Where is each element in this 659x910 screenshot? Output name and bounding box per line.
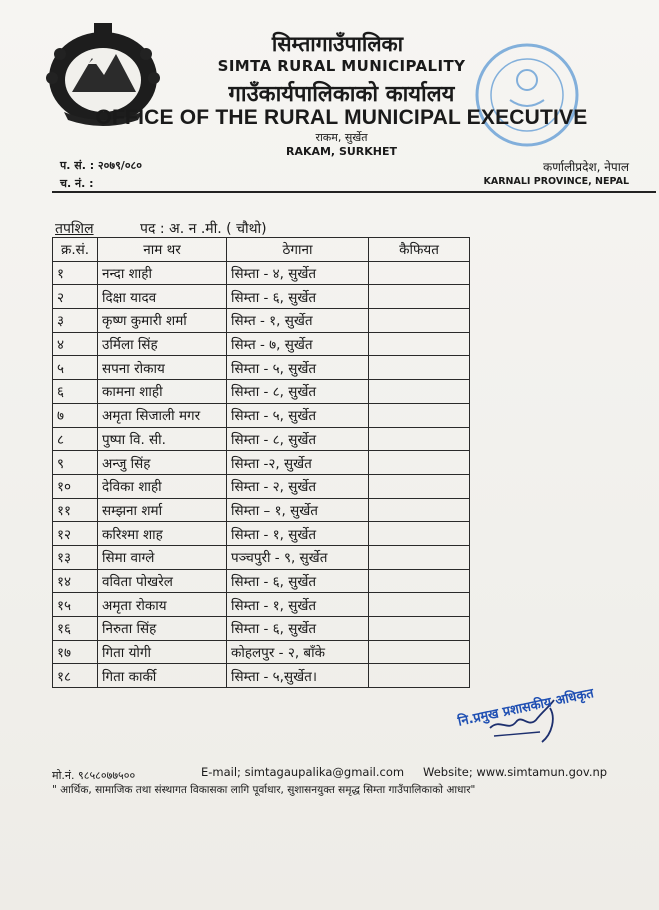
cell-remarks	[369, 545, 470, 569]
cell-address: सिम्ता - १, सुर्खेत	[227, 593, 369, 617]
cell-remarks	[369, 403, 470, 427]
cell-address: सिम्त - ७, सुर्खेत	[227, 332, 369, 356]
table-row	[53, 261, 470, 285]
candidate-table	[52, 237, 470, 688]
table-row	[53, 617, 470, 641]
cell-remarks	[369, 261, 470, 285]
cell-remarks	[369, 664, 470, 688]
letter-reference-number: प. सं. : २०७९/०८०	[60, 159, 142, 172]
table-row	[53, 309, 470, 333]
cell-address: सिम्ता - ५,सुर्खेत।	[227, 664, 369, 688]
cell-name: अमृता सिजाली मगर	[98, 403, 227, 427]
municipality-name-en: SIMTA RURAL MUNICIPALITY	[217, 57, 466, 75]
cell-remarks	[369, 617, 470, 641]
table-row	[53, 498, 470, 522]
column-header-remarks: कैफियत	[369, 238, 470, 262]
cell-remarks	[369, 593, 470, 617]
cell-serial: ८	[53, 427, 98, 451]
table-row	[53, 380, 470, 404]
cell-address: पञ्चपुरी - ९, सुर्खेत	[227, 545, 369, 569]
cell-name: वविता पोखरेल	[98, 569, 227, 593]
cell-address: सिम्ता -२, सुर्खेत	[227, 451, 369, 475]
cell-address: कोहलपुर - २, बाँके	[227, 640, 369, 664]
cell-serial: १८	[53, 664, 98, 688]
province-np: कर्णालीप्रदेश, नेपाल	[543, 160, 629, 174]
cell-remarks	[369, 474, 470, 498]
cell-serial: ४	[53, 332, 98, 356]
cell-address: सिम्ता - ४, सुर्खेत	[227, 261, 369, 285]
table-header-row	[53, 238, 470, 262]
cell-name: निरुता सिंह	[98, 617, 227, 641]
cell-serial: १५	[53, 593, 98, 617]
column-header-name: नाम थर	[98, 238, 227, 262]
column-header-address: ठेगाना	[227, 238, 369, 262]
cell-serial: १२	[53, 522, 98, 546]
cell-name: सम्झना शर्मा	[98, 498, 227, 522]
cell-remarks	[369, 332, 470, 356]
phone-number: मो.नं. ९८५८०७७५००	[52, 769, 136, 782]
cell-remarks	[369, 569, 470, 593]
cell-address: सिम्ता - ८, सुर्खेत	[227, 427, 369, 451]
cell-address: सिम्ता - ६, सुर्खेत	[227, 617, 369, 641]
dispatch-number: च. नं. :	[60, 177, 94, 190]
cell-address: सिम्ता - ६, सुर्खेत	[227, 569, 369, 593]
cell-serial: ३	[53, 309, 98, 333]
cell-serial: २	[53, 285, 98, 309]
table-row	[53, 427, 470, 451]
cell-name: कामना शाही	[98, 380, 227, 404]
cell-address: सिम्ता - ६, सुर्खेत	[227, 285, 369, 309]
table-row	[53, 593, 470, 617]
header-divider	[52, 191, 656, 193]
cell-name: कृष्ण कुमारी शर्मा	[98, 309, 227, 333]
cell-name: नन्दा शाही	[98, 261, 227, 285]
cell-serial: १७	[53, 640, 98, 664]
details-label: तपशिल	[55, 221, 94, 237]
table-row	[53, 356, 470, 380]
table-row	[53, 474, 470, 498]
table-row	[53, 664, 470, 688]
cell-address: सिम्ता - ५, सुर्खेत	[227, 403, 369, 427]
cell-serial: १६	[53, 617, 98, 641]
cell-remarks	[369, 522, 470, 546]
office-name-np: गाउँकार्यपालिकाको कार्यालय	[228, 82, 455, 107]
cell-remarks	[369, 285, 470, 309]
officer-designation-stamp: नि.प्रमुख प्रशासकीय अधिकृत	[456, 686, 596, 730]
office-name-en: OFFICE OF THE RURAL MUNICIPAL EXECUTIVE	[95, 106, 588, 129]
table-row	[53, 285, 470, 309]
table-row	[53, 545, 470, 569]
cell-address: सिम्ता – १, सुर्खेत	[227, 498, 369, 522]
cell-serial: १४	[53, 569, 98, 593]
cell-remarks	[369, 498, 470, 522]
cell-serial: १	[53, 261, 98, 285]
cell-name: अमृता रोकाय	[98, 593, 227, 617]
cell-remarks	[369, 356, 470, 380]
table-row	[53, 332, 470, 356]
website-link[interactable]: Website; www.simtamun.gov.np	[423, 765, 608, 779]
cell-serial: ६	[53, 380, 98, 404]
table-row	[53, 403, 470, 427]
cell-address: सिम्ता - ५, सुर्खेत	[227, 356, 369, 380]
cell-remarks	[369, 451, 470, 475]
cell-remarks	[369, 380, 470, 404]
cell-serial: १०	[53, 474, 98, 498]
cell-name: सपना रोकाय	[98, 356, 227, 380]
cell-address: सिम्ता - २, सुर्खेत	[227, 474, 369, 498]
cell-name: करिश्मा शाह	[98, 522, 227, 546]
cell-serial: १३	[53, 545, 98, 569]
motto-text: " आर्थिक, सामाजिक तथा संस्थागत विकासका लागि पूर्वाधार, सुशासनयुक्त समृद्ध सिम्ता गाउँपालिकाको आधार"	[52, 784, 476, 796]
cell-name: सिमा वाग्ले	[98, 545, 227, 569]
cell-remarks	[369, 427, 470, 451]
table-row	[53, 569, 470, 593]
province-en: KARNALI PROVINCE, NEPAL	[483, 176, 629, 187]
cell-serial: ७	[53, 403, 98, 427]
address-en: RAKAM, SURKHET	[285, 145, 398, 158]
cell-remarks	[369, 309, 470, 333]
cell-name: उर्मिला सिंह	[98, 332, 227, 356]
cell-address: सिम्त - १, सुर्खेत	[227, 309, 369, 333]
cell-name: पुष्पा वि. सी.	[98, 427, 227, 451]
cell-name: अन्जु सिंह	[98, 451, 227, 475]
cell-serial: ५	[53, 356, 98, 380]
cell-serial: ११	[53, 498, 98, 522]
address-np: राकम, सुर्खेत	[315, 131, 368, 144]
table-row	[53, 451, 470, 475]
cell-name: गिता कार्की	[98, 664, 227, 688]
table-row	[53, 640, 470, 664]
post-title: पद : अ. न .मी. ( चौथो)	[140, 221, 267, 237]
cell-address: सिम्ता - १, सुर्खेत	[227, 522, 369, 546]
municipality-name-np: सिम्तागाउँपालिका	[271, 32, 404, 56]
cell-name: दिक्षा यादव	[98, 285, 227, 309]
table-row	[53, 522, 470, 546]
cell-address: सिम्ता - ८, सुर्खेत	[227, 380, 369, 404]
cell-name: गिता योगी	[98, 640, 227, 664]
cell-serial: ९	[53, 451, 98, 475]
cell-remarks	[369, 640, 470, 664]
column-header-serial: क्र.सं.	[53, 238, 98, 262]
email-address[interactable]: E-mail; simtagaupalika@gmail.com	[201, 765, 405, 779]
cell-name: देविका शाही	[98, 474, 227, 498]
